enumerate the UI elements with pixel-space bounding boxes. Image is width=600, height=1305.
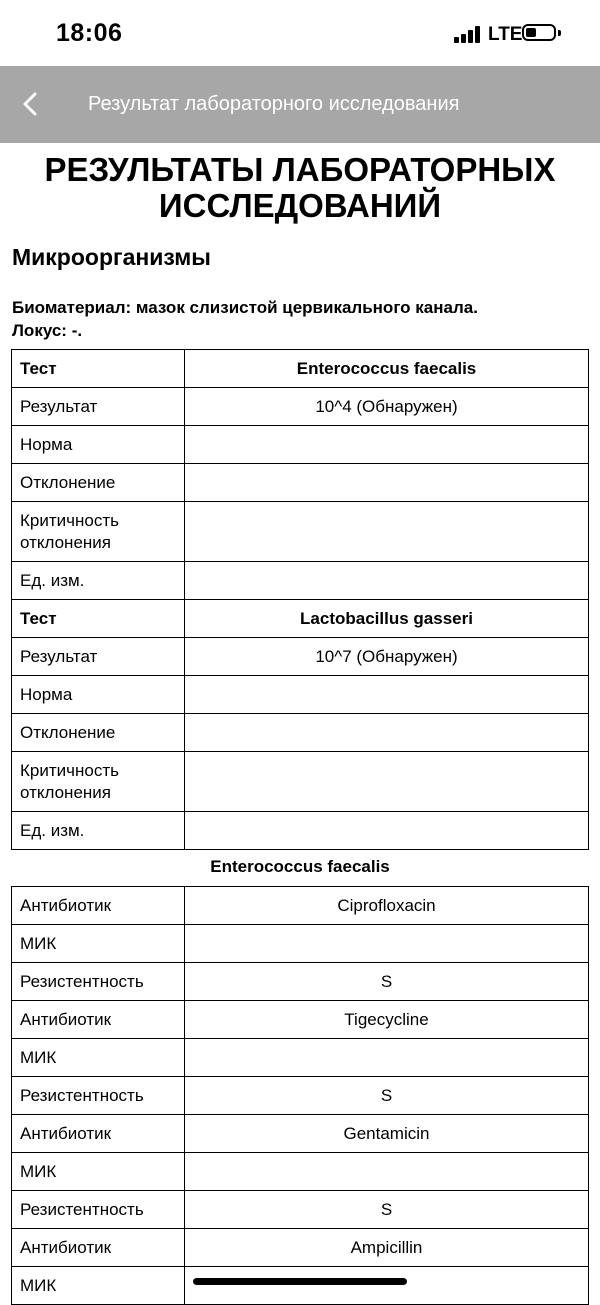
row-value: S — [185, 1191, 589, 1229]
locus-line: Локус: -. — [12, 321, 83, 340]
row-value: Lactobacillus gasseri — [185, 600, 589, 638]
biomaterial-line: Биоматериал: мазок слизистой цервикального канала. — [12, 298, 478, 317]
table-row — [12, 388, 589, 426]
table-row — [12, 426, 589, 464]
row-value: Gentamicin — [185, 1115, 589, 1153]
row-label: Ед. изм. — [12, 812, 185, 850]
status-time: 18:06 — [56, 19, 123, 47]
row-value — [185, 812, 589, 850]
page-title — [0, 152, 600, 224]
row-value — [185, 676, 589, 714]
row-value — [185, 1153, 589, 1191]
row-value — [185, 1039, 589, 1077]
row-label: Резистентность — [12, 963, 185, 1001]
page-title-line2: ИССЛЕДОВАНИЙ — [158, 187, 442, 224]
table-row — [12, 1153, 589, 1191]
row-value: S — [185, 1077, 589, 1115]
table-row — [12, 963, 589, 1001]
row-label: Тест — [12, 600, 185, 638]
row-label: Отклонение — [12, 464, 185, 502]
signal-icon — [454, 26, 484, 43]
row-label: Антибиотик — [12, 1229, 185, 1267]
status-bar — [0, 0, 600, 66]
row-label: МИК — [12, 925, 185, 963]
row-value: 10^4 (Обнаружен) — [185, 388, 589, 426]
row-label: Результат — [12, 388, 185, 426]
row-value — [185, 714, 589, 752]
row-label: Норма — [12, 426, 185, 464]
row-label: Ед. изм. — [12, 562, 185, 600]
row-value — [185, 562, 589, 600]
tests-table — [11, 349, 589, 850]
table-row — [12, 1001, 589, 1039]
table-row — [12, 1039, 589, 1077]
page-title-line1: РЕЗУЛЬТАТЫ ЛАБОРАТОРНЫХ — [44, 151, 556, 188]
row-label: Антибиотик — [12, 1115, 185, 1153]
biomaterial-info — [12, 296, 592, 342]
nav-title: Результат лабораторного исследования — [88, 93, 460, 115]
table-row — [12, 1267, 589, 1305]
row-label: МИК — [12, 1039, 185, 1077]
row-value — [185, 1267, 589, 1305]
row-value: Enterococcus faecalis — [185, 350, 589, 388]
network-type: LTE — [488, 24, 523, 45]
battery-icon — [522, 24, 556, 41]
row-label: Тест — [12, 350, 185, 388]
table-row — [12, 1115, 589, 1153]
table-row — [12, 714, 589, 752]
row-value — [185, 426, 589, 464]
table-row — [12, 887, 589, 925]
antibiotics-heading: Enterococcus faecalis — [210, 857, 390, 876]
table-row — [12, 752, 589, 812]
table-row — [12, 350, 589, 388]
row-label: Критичность отклонения — [12, 502, 185, 562]
row-value — [185, 502, 589, 562]
row-label: Норма — [12, 676, 185, 714]
row-label: Резистентность — [12, 1077, 185, 1115]
row-label: МИК — [12, 1267, 185, 1305]
table-row — [12, 1077, 589, 1115]
row-value — [185, 752, 589, 812]
table-row — [12, 600, 589, 638]
row-label: МИК — [12, 1153, 185, 1191]
row-label: Критичность отклонения — [12, 752, 185, 812]
row-value: Ampicillin — [185, 1229, 589, 1267]
table-row — [12, 502, 589, 562]
nav-bar — [0, 66, 600, 143]
table-row — [12, 562, 589, 600]
row-label: Резистентность — [12, 1191, 185, 1229]
row-label: Результат — [12, 638, 185, 676]
table-row — [12, 1229, 589, 1267]
row-value — [185, 925, 589, 963]
table-row — [12, 464, 589, 502]
battery-tip — [558, 30, 561, 36]
row-label: Антибиотик — [12, 887, 185, 925]
row-label: Отклонение — [12, 714, 185, 752]
section-title: Микроорганизмы — [12, 244, 211, 270]
home-indicator — [193, 1278, 407, 1285]
row-value: Ciprofloxacin — [185, 887, 589, 925]
row-value — [185, 464, 589, 502]
row-value: S — [185, 963, 589, 1001]
table-row — [12, 812, 589, 850]
back-chevron-icon[interactable] — [18, 90, 46, 118]
table-row — [12, 638, 589, 676]
antibiotics-table — [11, 886, 589, 1305]
table-row — [12, 925, 589, 963]
table-row — [12, 1191, 589, 1229]
table-row — [12, 676, 589, 714]
row-label: Антибиотик — [12, 1001, 185, 1039]
row-value: Tigecycline — [185, 1001, 589, 1039]
row-value: 10^7 (Обнаружен) — [185, 638, 589, 676]
